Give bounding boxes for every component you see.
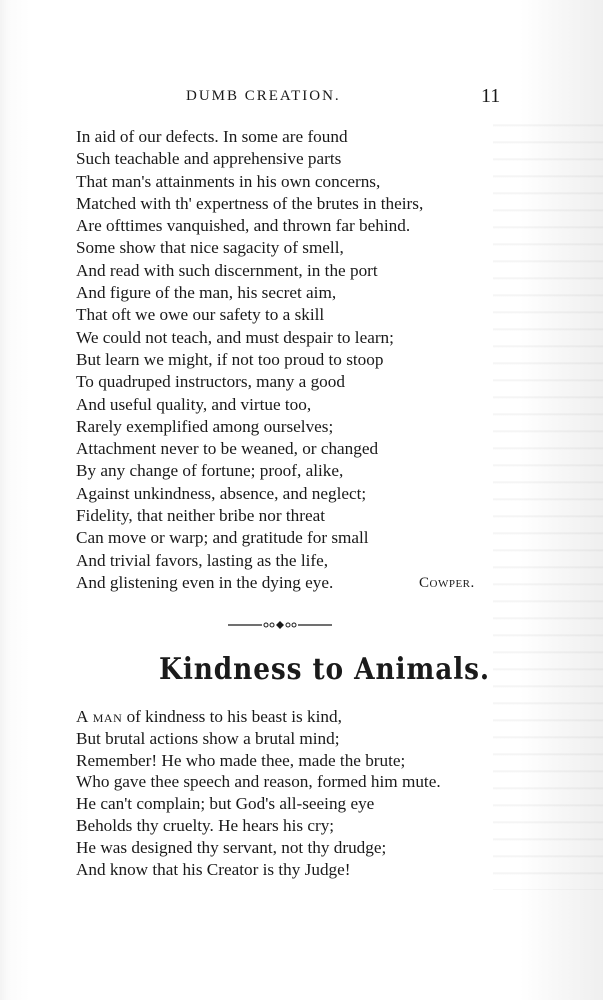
poem-last-line bbox=[76, 572, 536, 594]
poem-line: He can't complain; but God's all-seeing eye bbox=[76, 794, 375, 814]
ornament-divider bbox=[228, 619, 332, 631]
poem-line: But learn we might, if not too proud to stoop bbox=[76, 349, 384, 369]
poem-line: Matched with th' expertness of the brutes in theirs, bbox=[76, 193, 424, 213]
poem-line: Rarely exemplified among ourselves; bbox=[76, 416, 334, 436]
poem-line: And read with such discernment, in the port bbox=[76, 260, 378, 280]
poem-line: Can move or warp; and gratitude for small bbox=[76, 528, 369, 548]
poem-cowper bbox=[76, 126, 536, 594]
poem-line-text: of kindness to his beast is kind, bbox=[122, 707, 342, 726]
poem-line: Some show that nice sagacity of smell, bbox=[76, 238, 344, 258]
poem-line: That oft we owe our safety to a skill bbox=[76, 305, 325, 325]
poem-line: We could not teach, and must despair to learn; bbox=[76, 327, 394, 347]
poem-line: By any change of fortune; proof, alike, bbox=[76, 461, 344, 481]
poem-line: Who gave thee speech and reason, formed him mute. bbox=[76, 772, 441, 792]
poem-line: And figure of the man, his secret aim, bbox=[76, 283, 337, 303]
poem-line: And trivial favors, lasting as the life, bbox=[76, 550, 329, 570]
poem-line: Beholds thy cruelty. He hears his cry; bbox=[76, 815, 335, 835]
poem-line: He was designed thy servant, not thy drudge; bbox=[76, 837, 387, 857]
poem-line: Such teachable and apprehensive parts bbox=[76, 149, 342, 169]
poem-line: In aid of our defects. In some are found bbox=[76, 127, 348, 146]
poem-first-line bbox=[76, 706, 546, 728]
lead-words: A man bbox=[76, 707, 123, 726]
poem-line: Fidelity, that neither bribe nor threat bbox=[76, 506, 325, 526]
poem-line: That man's attainments in his own concerns, bbox=[76, 171, 381, 191]
poem-line: And useful quality, and virtue too, bbox=[76, 394, 312, 414]
poem-line: Are ofttimes vanquished, and thrown far behind. bbox=[76, 216, 411, 236]
poem-line: To quadruped instructors, many a good bbox=[76, 372, 345, 392]
poem-line: Attachment never to be weaned, or changed bbox=[76, 439, 379, 459]
page-number: 11 bbox=[481, 85, 501, 107]
section-title: Kindness to Animals. bbox=[159, 652, 490, 687]
poem-kindness bbox=[76, 706, 546, 880]
poem-line: Remember! He who made thee, made the brute; bbox=[76, 750, 406, 770]
attribution: Cowper. bbox=[419, 574, 475, 591]
poem-line: But brutal actions show a brutal mind; bbox=[76, 728, 340, 748]
running-head: DUMB CREATION. bbox=[186, 88, 341, 104]
poem-line: Against unkindness, absence, and neglect; bbox=[76, 483, 367, 503]
poem-line-text: And glistening even in the dying eye. bbox=[76, 572, 334, 592]
poem-line: And know that his Creator is thy Judge! bbox=[76, 859, 351, 879]
